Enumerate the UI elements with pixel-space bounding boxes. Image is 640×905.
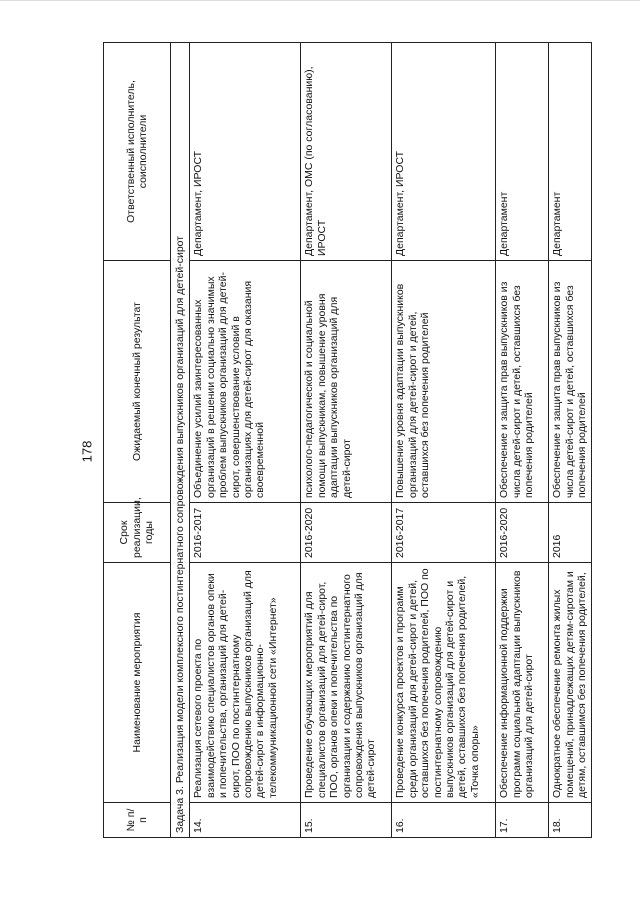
table-row (392, 43, 496, 838)
table-row (549, 43, 591, 838)
header-num: № п/п (104, 803, 171, 838)
row-num: 15. (301, 803, 392, 838)
row-num: 16. (392, 803, 496, 838)
row-result: Повышение уровня адаптации выпускников организаций для детей-сирот и детей, оставшихся без попечения родителей (392, 261, 496, 503)
row-term: 2016-2020 (496, 503, 549, 563)
row-num: 17. (496, 803, 549, 838)
row-num: 14. (190, 803, 301, 838)
table-row (496, 43, 549, 838)
header-responsible: Ответственный исполнитель, соисполнители (104, 43, 171, 261)
row-responsible: Департамент, ОМС (по согласованию), ИРОСТ (301, 43, 392, 261)
row-responsible: Департамент, ИРОСТ (190, 43, 301, 261)
table-row (301, 43, 392, 838)
row-result: Объединение усилий заинтересованных организаций в решении социально значимых проблем выпускников организаций для детей-сирот, совершенствование условий в организациях для детей-сирот для оказания своевременной (190, 261, 301, 503)
task-title: Задача 3. Реализация модели комплексного постинтернатного сопровождения выпускников организаций для детей-сирот (171, 43, 190, 838)
task-row (171, 43, 190, 838)
row-result: Обеспечение и защита прав выпускников из числа детей-сирот и детей, оставшихся без попечения родителей (496, 261, 549, 503)
scan-top-edge (0, 0, 640, 1)
row-name: Проведение конкурса проектов и программ среди организаций для детей-сирот и детей, оставшихся без попечения родителей, ПОО по постинтернатному сопровождению выпускников организаций для детей-сирот и детей, оставшихся без попечения родителей, «Точка опоры» (392, 563, 496, 803)
header-row (104, 43, 171, 838)
row-result: Обеспечение и защита прав выпускников из числа детей-сирот и детей, оставшихся без попечения родителей (549, 261, 591, 503)
table-row (190, 43, 301, 838)
row-responsible: Департамент (549, 43, 591, 261)
row-term: 2016-2020 (301, 503, 392, 563)
row-name: Проведение обучающих мероприятий для специалистов организаций для детей-сирот, ПОО, органов опеки и попечительства по организации и содержанию постинтернатного сопровождения выпускников организаций для детей-сирот (301, 563, 392, 803)
measures-table (103, 42, 592, 838)
row-term: 2016-2017 (392, 503, 496, 563)
row-name: Обеспечение информационной поддержки программ социальной адаптации выпускников организаций для детей-сирот (496, 563, 549, 803)
row-term: 2016-2017 (190, 503, 301, 563)
page-number: 178 (79, 440, 95, 463)
rotated-table-wrapper (103, 43, 588, 838)
row-num: 18. (549, 803, 591, 838)
row-name: Реализация сетевого проекта по взаимодействию специалистов органов опеки и попечительства, организаций для детей-сирот, ПОО по постинтернатному сопровождению выпускников организаций для детей-сирот в информационно-телекоммуникационной сети «Интернет» (190, 563, 301, 803)
row-result: психолого-педагогической и социальной помощи выпускникам, повышение уровня адаптации выпускников организаций для детей-сирот (301, 261, 392, 503)
row-name: Однократное обеспечение ремонта жилых помещений, принадлежащих детям-сиротам и детям, оставшимся без попечения родителей, (549, 563, 591, 803)
header-name: Наименование мероприятия (104, 563, 171, 803)
header-term: Срок реализации, годы (104, 503, 171, 563)
header-result: Ожидаемый конечный результат (104, 261, 171, 503)
row-term: 2016 (549, 503, 591, 563)
row-responsible: Департамент, ИРОСТ (392, 43, 496, 261)
row-responsible: Департамент (496, 43, 549, 261)
